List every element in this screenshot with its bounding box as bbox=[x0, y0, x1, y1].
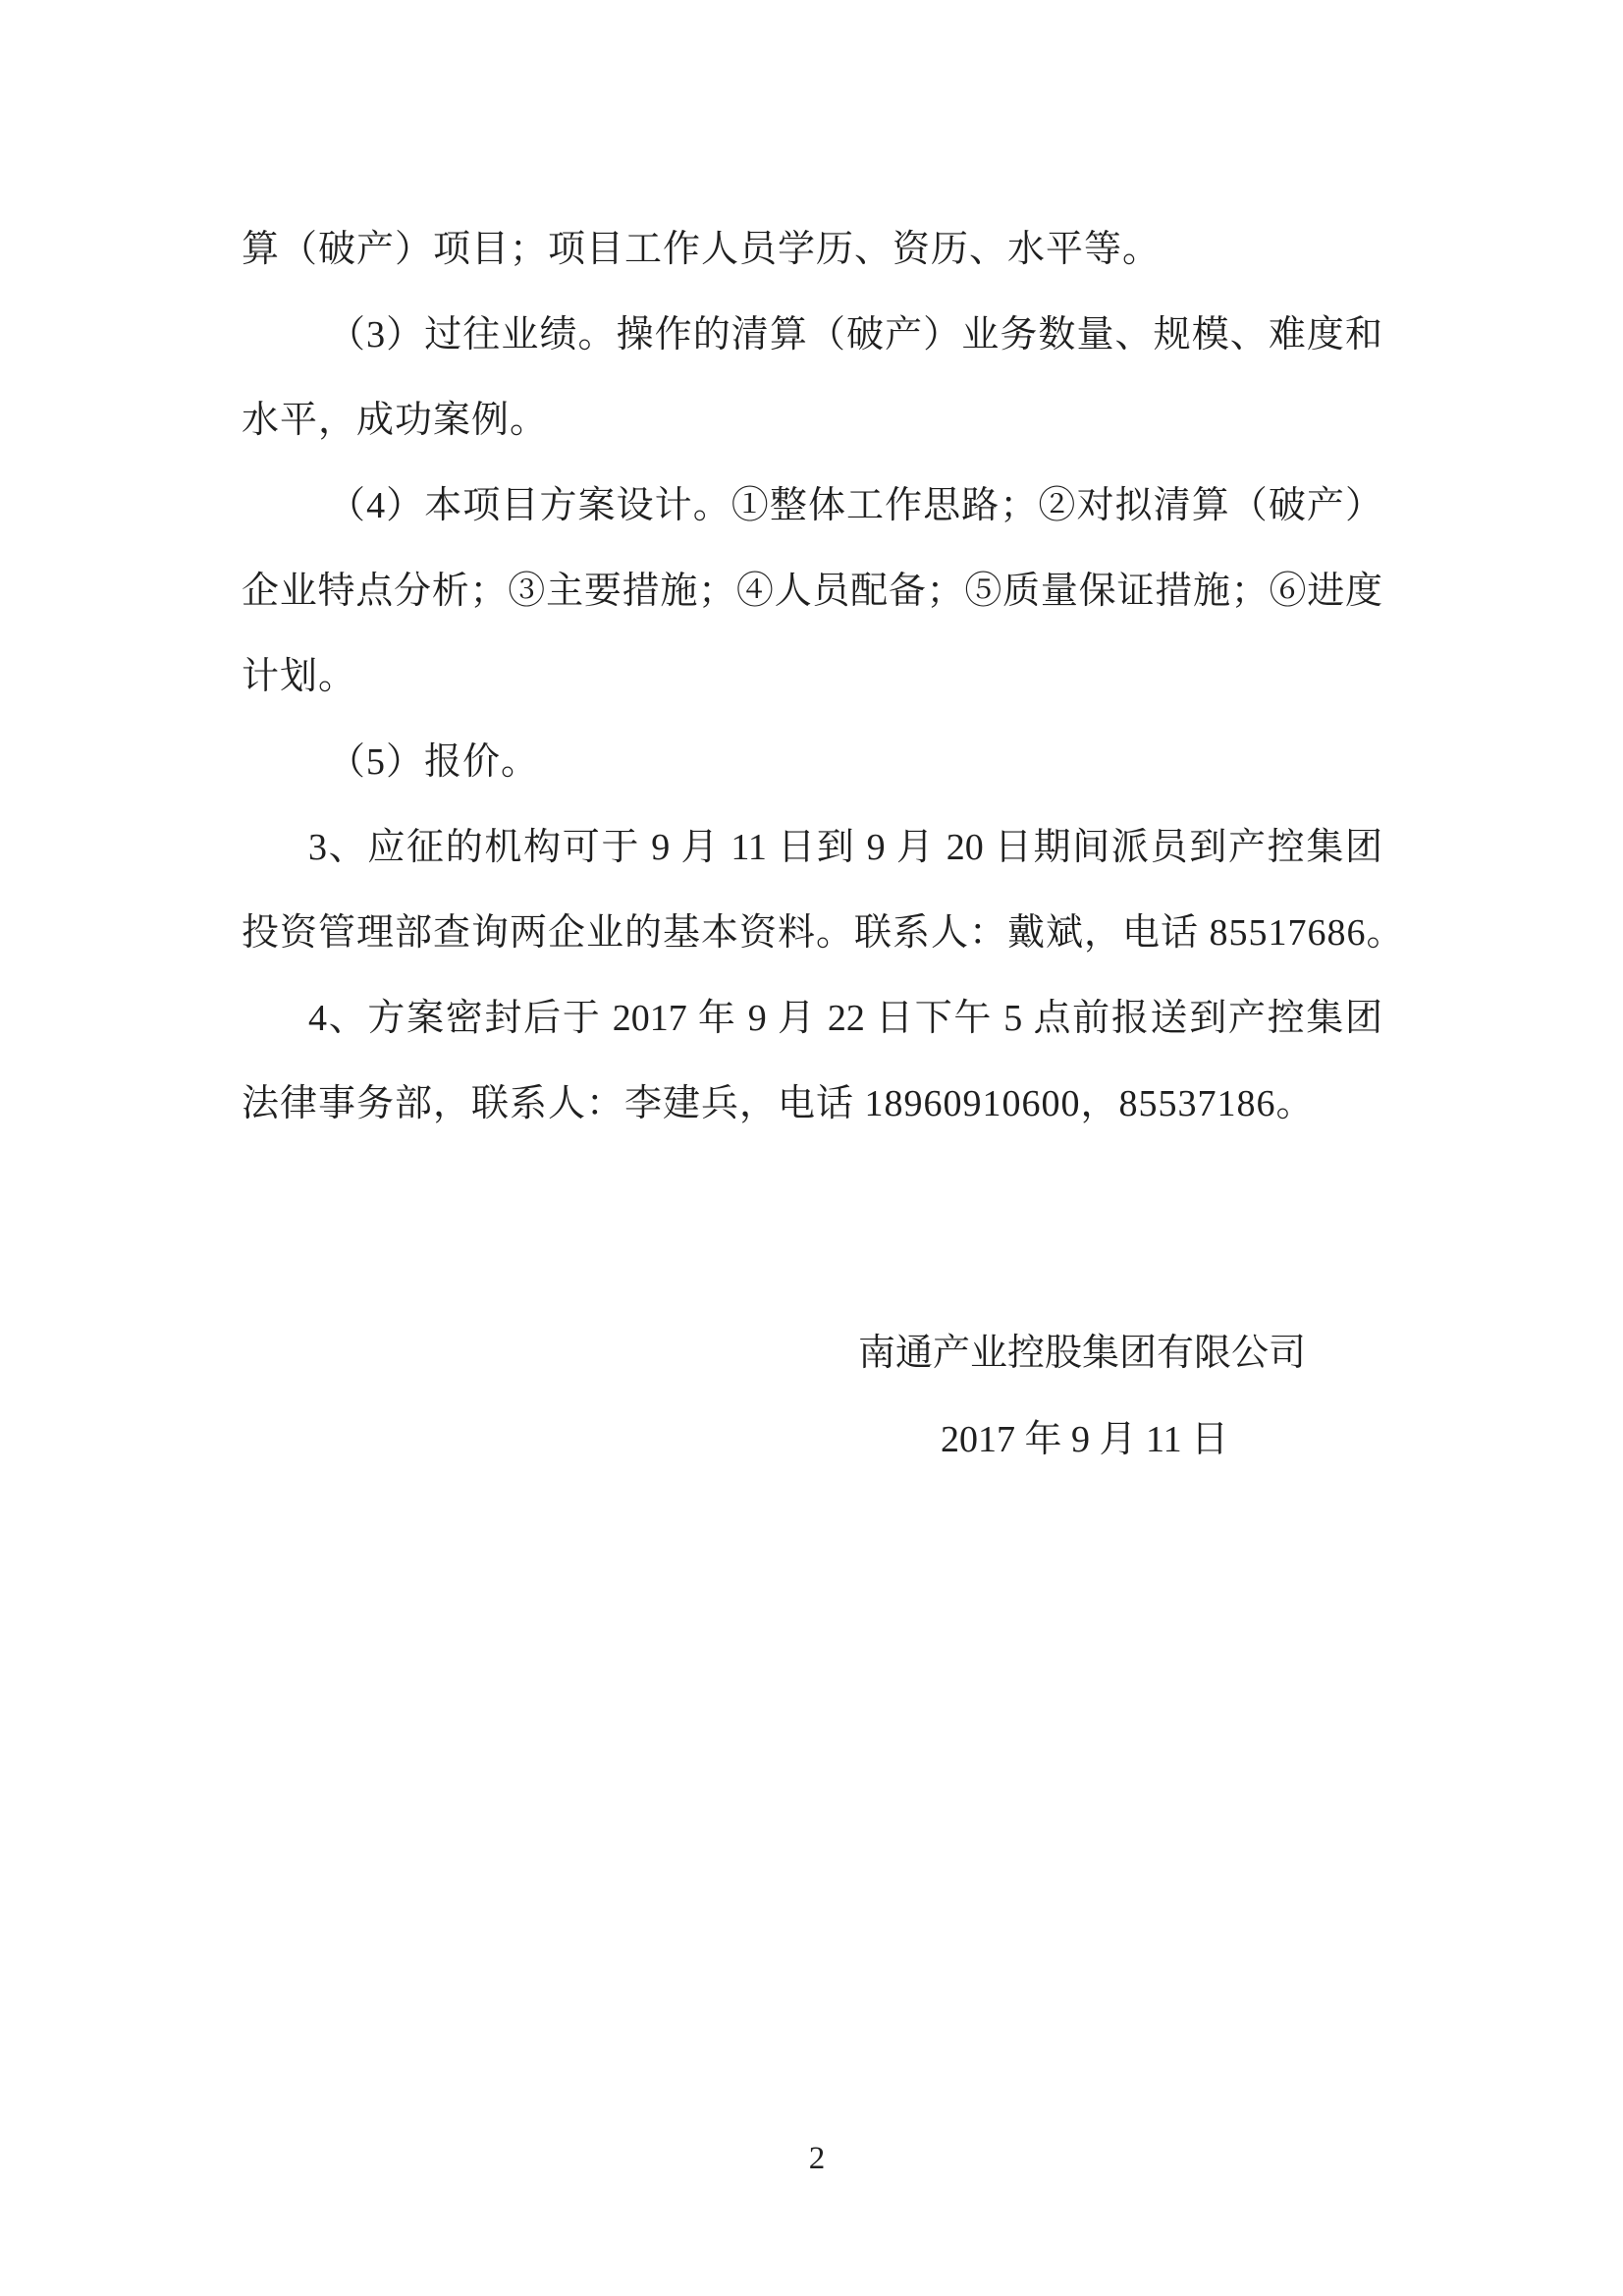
page-number: 2 bbox=[808, 2141, 826, 2176]
body-line-2: （3）过往业绩。操作的清算（破产）业务数量、规模、难度和 bbox=[328, 314, 1382, 355]
body-line-11: 法律事务部，联系人：李建兵，电话 18960910600，85537186。 bbox=[242, 1083, 1315, 1124]
body-line-9: 投资管理部查询两企业的基本资料。联系人：戴斌，电话 85517686。 bbox=[242, 912, 1405, 954]
body-line-7: （5）报价。 bbox=[328, 741, 540, 783]
signature-company-name: 南通产业控股集团有限公司 bbox=[858, 1333, 1307, 1374]
body-line-5: 企业特点分析；③主要措施；④人员配备；⑤质量保证措施；⑥进度 bbox=[242, 571, 1382, 612]
body-line-3: 水平，成功案例。 bbox=[242, 400, 549, 441]
document-body bbox=[242, 207, 1405, 1147]
body-line-1: 算（破产）项目；项目工作人员学历、资历、水平等。 bbox=[242, 229, 1162, 270]
body-line-8: 3、应征的机构可于 9 月 11 日到 9 月 20 日期间派员到产控集团 bbox=[308, 827, 1382, 868]
body-line-6: 计划。 bbox=[242, 656, 357, 697]
body-line-4: （4）本项目方案设计。①整体工作思路；②对拟清算（破产） bbox=[328, 485, 1382, 526]
signature-date: 2017 年 9 月 11 日 bbox=[941, 1419, 1229, 1460]
body-line-10: 4、方案密封后于 2017 年 9 月 22 日下午 5 点前报送到产控集团 bbox=[308, 998, 1382, 1039]
